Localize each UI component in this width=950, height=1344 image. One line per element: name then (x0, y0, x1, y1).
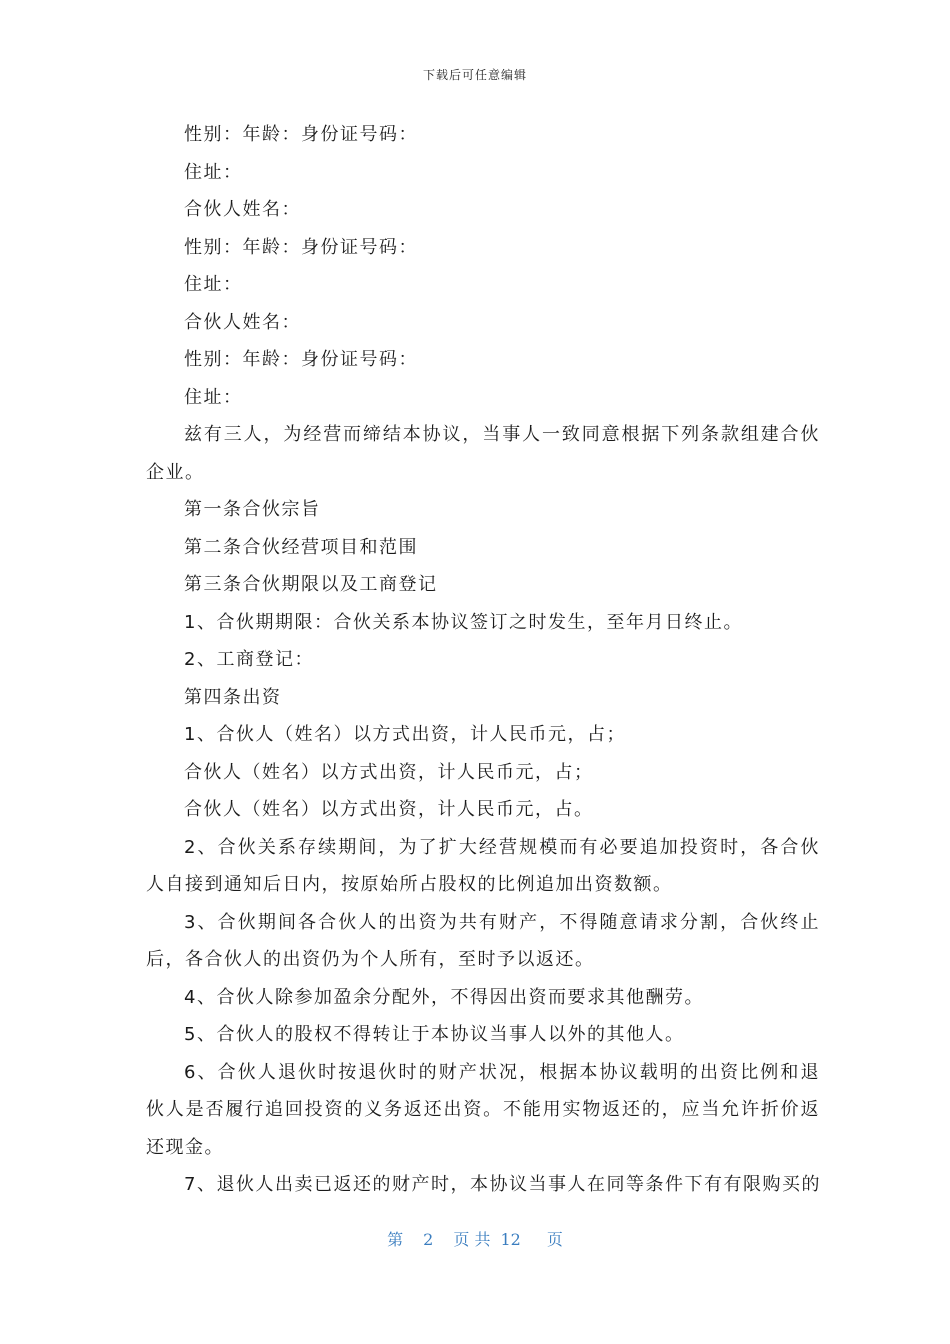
paragraph: 性别：年龄：身份证号码： (184, 236, 418, 258)
paragraph: 2、合伙关系存续期间，为了扩大经营规模而有必要追加投资时，各合伙人自接到通知后日内，按原始所占股权的比例追加出资数额。 (146, 836, 820, 895)
paragraph: 1、合伙人（姓名）以方式出资，计人民币元，占； (184, 724, 626, 745)
paragraph: 住址： (184, 274, 243, 295)
paragraph: 合伙人姓名： (184, 311, 301, 333)
section-heading: 第四条出资 (184, 686, 282, 708)
paragraph: 合伙人姓名： (184, 199, 301, 220)
section-heading: 第三条合伙期限以及工商登记 (184, 574, 438, 595)
paragraph: 6、合伙人退伙时按退伙时的财产状况，根据本协议载明的出资比例和退伙人是否履行追回投资的义务返还出资。不能用实物返还的，应当允许折价返还现金。 (146, 1061, 820, 1158)
paragraph: 性别：年龄：身份证号码： (184, 124, 418, 145)
paragraph: 合伙人（姓名）以方式出资，计人民币元，占。 (184, 799, 594, 820)
paragraph: 2、工商登记： (184, 649, 314, 670)
paragraph: 合伙人（姓名）以方式出资，计人民币元，占； (184, 761, 594, 783)
page-footer (0, 1227, 950, 1250)
paragraph: 1、合伙期期限：合伙关系本协议签订之时发生，至年月日终止。 (184, 611, 743, 633)
paragraph: 3、合伙期间各合伙人的出资为共有财产，不得随意请求分割，合伙终止后，各合伙人的出资仍为个人所有，至时予以返还。 (146, 911, 820, 970)
paragraph: 5、合伙人的股权不得转让于本协议当事人以外的其他人。 (184, 1024, 685, 1045)
current-page-number: 2 (423, 1230, 434, 1249)
paragraph: 住址： (184, 161, 243, 183)
footer-di: 第 (387, 1230, 404, 1249)
page-header: 下载后可任意编辑 (422, 68, 527, 82)
paragraph: 4、合伙人除参加盈余分配外，不得因出资而要求其他酬劳。 (184, 986, 704, 1008)
section-heading: 第二条合伙经营项目和范围 (184, 536, 418, 558)
total-pages-number: 12 (500, 1230, 521, 1249)
paragraph: 兹有三人，为经营而缔结本协议，当事人一致同意根据下列条款组建合伙企业。 (146, 424, 820, 483)
footer-ye-gong: 页 共 (453, 1230, 491, 1249)
section-heading: 第一条合伙宗旨 (184, 499, 321, 520)
paragraph: 住址： (184, 386, 243, 408)
document-body (146, 116, 820, 1204)
paragraph: 7、退伙人出卖已返还的财产时，本协议当事人在同等条件下有有限购买的 (184, 1174, 821, 1195)
footer-ye: 页 (546, 1230, 563, 1249)
paragraph: 性别：年龄：身份证号码： (184, 349, 418, 370)
